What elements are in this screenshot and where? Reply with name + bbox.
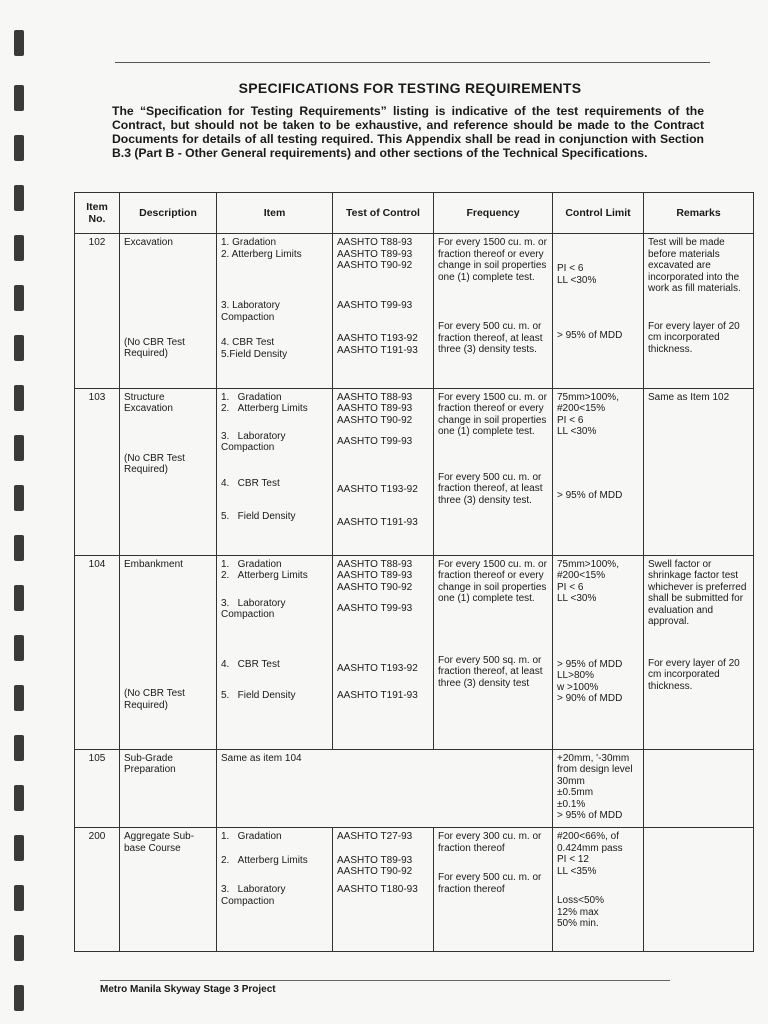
- item-text: 1. Gradation: [221, 558, 282, 570]
- description-text: Structure Excavation: [124, 391, 173, 415]
- limit-text: 75mm>100%,: [557, 558, 619, 570]
- limit-text: PI < 6: [557, 414, 584, 426]
- test-cell: [333, 234, 434, 389]
- header-control-limit: Control Limit: [553, 193, 644, 234]
- test-text: AASHTO T191-93: [337, 517, 418, 529]
- binding-holes: [0, 0, 40, 1024]
- item-cell: [217, 388, 333, 555]
- table-row: [75, 749, 754, 827]
- item-no: 200: [75, 828, 120, 952]
- test-text: AASHTO T193-92: [337, 333, 418, 344]
- item-text: 4. CBR Test: [221, 337, 275, 348]
- test-text: AASHTO T191-93: [337, 690, 418, 702]
- remark-text: For every layer of 20 cm incorporated thickness.: [648, 657, 740, 692]
- test-text: AASHTO T90-92: [337, 866, 413, 878]
- limit-text: ±0.5mm: [557, 787, 594, 799]
- frequency-cell: [434, 555, 553, 749]
- remarks-cell: [644, 388, 754, 555]
- header-test-of-control: Test of Control: [333, 193, 434, 234]
- item-no: 102: [75, 234, 120, 389]
- description-cell: [120, 234, 217, 389]
- item-text: 3. Laboratory Compaction: [221, 300, 280, 323]
- limit-text: #200<15%: [557, 403, 606, 415]
- test-text: AASHTO T191-93: [337, 344, 418, 356]
- header-frequency: Frequency: [434, 193, 553, 234]
- limit-text: LL <30%: [557, 274, 597, 286]
- test-text: AASHTO T90-92: [337, 414, 413, 426]
- frequency-cell: [434, 234, 553, 389]
- item-no: 105: [75, 749, 120, 827]
- description-cell: [120, 388, 217, 555]
- test-text: AASHTO T89-93: [337, 403, 413, 415]
- description-cell: [120, 555, 217, 749]
- item-text: 2. Atterberg Limits: [221, 854, 308, 866]
- test-text: AASHTO T89-93: [337, 854, 413, 866]
- item-text: 1. Gradation: [221, 831, 282, 843]
- item-text: 2. Atterberg Limits: [221, 570, 308, 582]
- limit-text: LL <35%: [557, 865, 597, 877]
- frequency-text: For every 500 sq. m. or fraction thereof, at least three (3) density test: [438, 654, 543, 689]
- limit-text: 12% max: [557, 906, 599, 918]
- limit-text: Loss<50%: [557, 895, 604, 907]
- item-text: 2. Atterberg Limits: [221, 403, 308, 415]
- description-cell: [120, 828, 217, 952]
- test-text: AASHTO T99-93: [337, 603, 413, 615]
- control-limit-cell: [553, 388, 644, 555]
- item-text: 3. Laboratory Compaction: [221, 597, 286, 621]
- item-cell: [217, 749, 553, 827]
- description-cell: [120, 749, 217, 827]
- remarks-cell: [644, 749, 754, 827]
- item-no: 103: [75, 388, 120, 555]
- test-cell: [333, 828, 434, 952]
- test-text: AASHTO T88-93: [337, 558, 413, 570]
- control-limit-cell: [553, 828, 644, 952]
- intro-paragraph: The “Specification for Testing Requirements” listing is indicative of the test requirements of the Contract, but should not be taken to be exhaustive, and reference should be made to the Contract Documents for details of all testing required. This Appendix shall be read in conjunction with Section B.3 (Part B - Other General requirements) and other sections of the Technical Specifications.: [112, 104, 704, 160]
- limit-text: #200<15%: [557, 570, 606, 582]
- remark-text: For every layer of 20 cm incorporated thickness.: [648, 320, 740, 355]
- frequency-text: For every 1500 cu. m. or fraction thereof or every change in soil properties one (1) complete test.: [438, 391, 547, 438]
- table-header-row: [75, 193, 754, 234]
- limit-text: > 95% of MDD: [557, 330, 623, 341]
- test-cell: [333, 388, 434, 555]
- item-no: 104: [75, 555, 120, 749]
- description-note: (No CBR Test Required): [124, 688, 185, 711]
- description-note: (No CBR Test Required): [124, 452, 185, 476]
- frequency-text: For every 500 cu. m. or fraction thereof: [438, 872, 542, 895]
- remark-text: Same as Item 102: [648, 391, 730, 403]
- table-row: [75, 828, 754, 952]
- control-limit-cell: [553, 749, 644, 827]
- limit-text: 75mm>100%,: [557, 391, 619, 403]
- limit-text: PI < 12: [557, 854, 589, 866]
- frequency-text: For every 300 cu. m. or fraction thereof: [438, 831, 542, 854]
- description-text: Sub-Grade Preparation: [124, 752, 176, 776]
- item-text: 5.Field Density: [221, 348, 288, 360]
- limit-text: #200<66%, of 0.424mm pass: [557, 831, 623, 854]
- frequency-text: For every 1500 cu. m. or fraction thereof or every change in soil properties one (1) complete test.: [438, 237, 547, 283]
- item-text: 1. Gradation: [221, 237, 277, 248]
- remark-text: Swell factor or shrinkage factor test whichever is preferred shall be submitted for evaluation and approval.: [648, 558, 747, 628]
- test-text: AASHTO T180-93: [337, 883, 418, 895]
- page-title: SPECIFICATIONS FOR TESTING REQUIREMENTS: [238, 80, 582, 96]
- item-cell: [217, 555, 333, 749]
- limit-text: 50% min.: [557, 918, 599, 930]
- remarks-cell: [644, 555, 754, 749]
- limit-text: LL <30%: [557, 426, 597, 438]
- test-text: AASHTO T193-92: [337, 662, 418, 674]
- test-text: AASHTO T193-92: [337, 483, 418, 495]
- table-row: [75, 555, 754, 749]
- header-item-no: Item No.: [75, 193, 120, 234]
- control-limit-cell: [553, 234, 644, 389]
- item-text: 2. Atterberg Limits: [221, 248, 302, 260]
- remarks-cell: [644, 234, 754, 389]
- item-text: 3. Laboratory Compaction: [221, 884, 286, 907]
- remark-text: Test will be made before materials excavated are incorporated into the work as fill materials.: [648, 237, 741, 294]
- item-text: 3. Laboratory Compaction: [221, 430, 286, 454]
- item-text: 5. Field Density: [221, 690, 296, 702]
- item-text: Same as item 104: [221, 752, 302, 764]
- item-cell: [217, 234, 333, 389]
- limit-text: > 95% of MDD: [557, 810, 623, 822]
- description-text: Aggregate Sub-base Course: [124, 831, 195, 854]
- description-text: Excavation: [124, 237, 173, 248]
- limit-text: w >100%: [557, 681, 599, 693]
- spec-table: [74, 192, 754, 952]
- item-text: 1. Gradation: [221, 391, 282, 403]
- header-description: Description: [120, 193, 217, 234]
- test-text: AASHTO T90-92: [337, 581, 413, 593]
- item-text: 5. Field Density: [221, 511, 296, 523]
- footer-rule: [100, 980, 670, 981]
- limit-text: > 95% of MDD: [557, 489, 623, 501]
- limit-text: ±0.1%: [557, 798, 586, 810]
- test-text: AASHTO T88-93: [337, 391, 413, 403]
- limit-text: > 90% of MDD: [557, 693, 623, 705]
- frequency-text: For every 500 cu. m. or fraction thereof, at least three (3) density tests.: [438, 321, 543, 355]
- item-text: 4. CBR Test: [221, 477, 280, 489]
- frequency-text: For every 1500 cu. m. or fraction thereof or every change in soil properties one (1) complete test.: [438, 558, 547, 605]
- control-limit-cell: [553, 555, 644, 749]
- item-cell: [217, 828, 333, 952]
- limit-text: 30mm: [557, 775, 585, 787]
- test-cell: [333, 555, 434, 749]
- table-row: [75, 234, 754, 389]
- limit-text: PI < 6: [557, 581, 584, 593]
- limit-text: LL <30%: [557, 593, 597, 605]
- table-row: [75, 388, 754, 555]
- frequency-cell: [434, 828, 553, 952]
- header-item: Item: [217, 193, 333, 234]
- description-text: Embankment: [124, 558, 183, 570]
- header-remarks: Remarks: [644, 193, 754, 234]
- test-text: AASHTO T99-93: [337, 436, 413, 448]
- remarks-cell: [644, 828, 754, 952]
- item-text: 4. CBR Test: [221, 658, 280, 670]
- limit-text: +20mm, '-30mm from design level: [557, 752, 633, 776]
- header-rule: [115, 62, 710, 63]
- limit-text: > 95% of MDD: [557, 658, 623, 670]
- footer-project: Metro Manila Skyway Stage 3 Project: [100, 984, 276, 995]
- description-note: (No CBR Test Required): [124, 336, 185, 359]
- test-text: AASHTO T88-93: [337, 237, 413, 248]
- limit-text: LL>80%: [557, 670, 594, 682]
- test-text: AASHTO T89-93: [337, 248, 413, 260]
- test-text: AASHTO T89-93: [337, 570, 413, 582]
- limit-text: PI < 6: [557, 263, 584, 274]
- frequency-cell: [434, 388, 553, 555]
- test-text: AASHTO T90-92: [337, 260, 413, 271]
- frequency-text: For every 500 cu. m. or fraction thereof, at least three (3) density test.: [438, 471, 543, 506]
- test-text: AASHTO T27-93: [337, 831, 413, 843]
- test-text: AASHTO T99-93: [337, 299, 413, 311]
